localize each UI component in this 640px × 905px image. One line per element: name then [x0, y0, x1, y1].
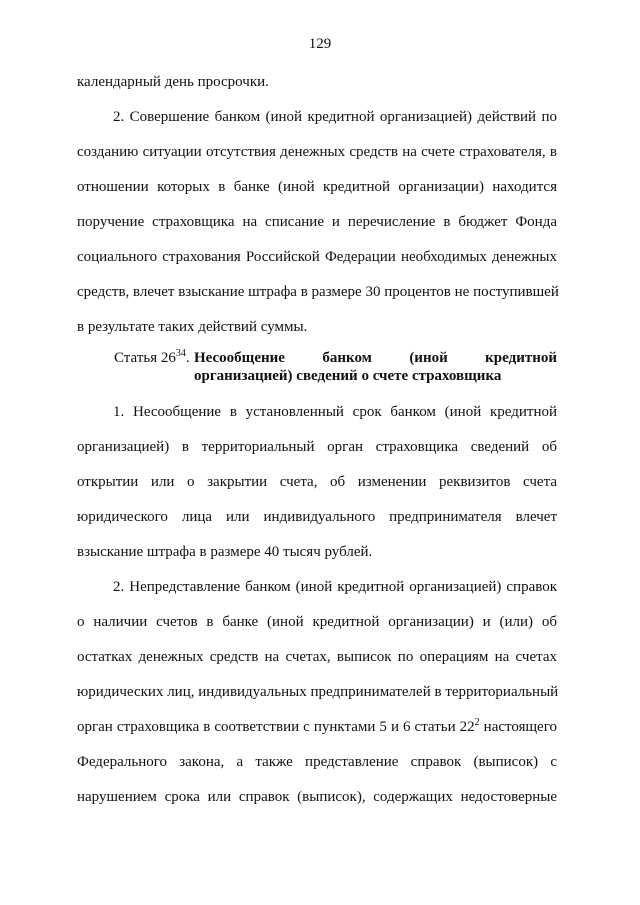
page-number: 129 — [308, 36, 332, 52]
article-paragraph-2-line: юридических лиц, индивидуальных предпринимателей в территориальный — [77, 684, 559, 700]
article-paragraph-1-line: взыскание штрафа в размере 40 тысяч рублей. — [77, 544, 373, 560]
paragraph-2-line: 2. Совершение банком (иной кредитной организацией) действий по — [113, 109, 557, 125]
article-title-line-2: организацией) сведений о счете страховщика — [194, 368, 502, 384]
article-paragraph-1-line: открытии или о закрытии счета, об изменении реквизитов счета — [77, 474, 557, 490]
paragraph-2-line: отношении которых в банке (иной кредитной организации) находится — [77, 179, 557, 195]
article-paragraph-1-line: 1. Несообщение в установленный срок банком (иной кредитной — [113, 404, 557, 420]
article-paragraph-2-line: остатках денежных средств на счетах, выписок по операциям на счетах — [77, 649, 557, 665]
text-line: календарный день просрочки. — [77, 74, 269, 90]
paragraph-2-line: социального страхования Российской Федерации необходимых денежных — [77, 249, 557, 265]
paragraph-2-line: поручение страховщика на списание и перечисление в бюджет Фонда — [77, 214, 557, 230]
paragraph-2-line: созданию ситуации отсутствия денежных средств на счете страхователя, в — [77, 144, 557, 160]
article-title-line-1: Несообщение банком (иной кредитной — [194, 350, 557, 366]
article-label: Статья $26^{34}$. — [114, 348, 190, 366]
article-paragraph-2-line: 2. Непредставление банком (иной кредитной организацией) справок — [113, 579, 557, 595]
article-paragraph-1-line: организацией) в территориальный орган страховщика сведений об — [77, 439, 557, 455]
article-paragraph-2-line: Федерального закона, а также представление справок (выписок) с — [77, 754, 557, 770]
paragraph-2-line: средств, влечет взыскание штрафа в размере 30 процентов не поступившей — [77, 284, 559, 300]
article-paragraph-2-line: нарушением срока или справок (выписок), содержащих недостоверные — [77, 789, 557, 805]
article-paragraph-2-line: орган страховщика в соответствии с пунктами 5 и 6 статьи $22^2$ настоящего — [77, 717, 557, 735]
paragraph-2-line: в результате таких действий суммы. — [77, 319, 308, 335]
article-paragraph-1-line: юридического лица или индивидуального предпринимателя влечет — [77, 509, 557, 525]
article-paragraph-2-line: о наличии счетов в банке (иной кредитной организации) и (или) об — [77, 614, 557, 630]
